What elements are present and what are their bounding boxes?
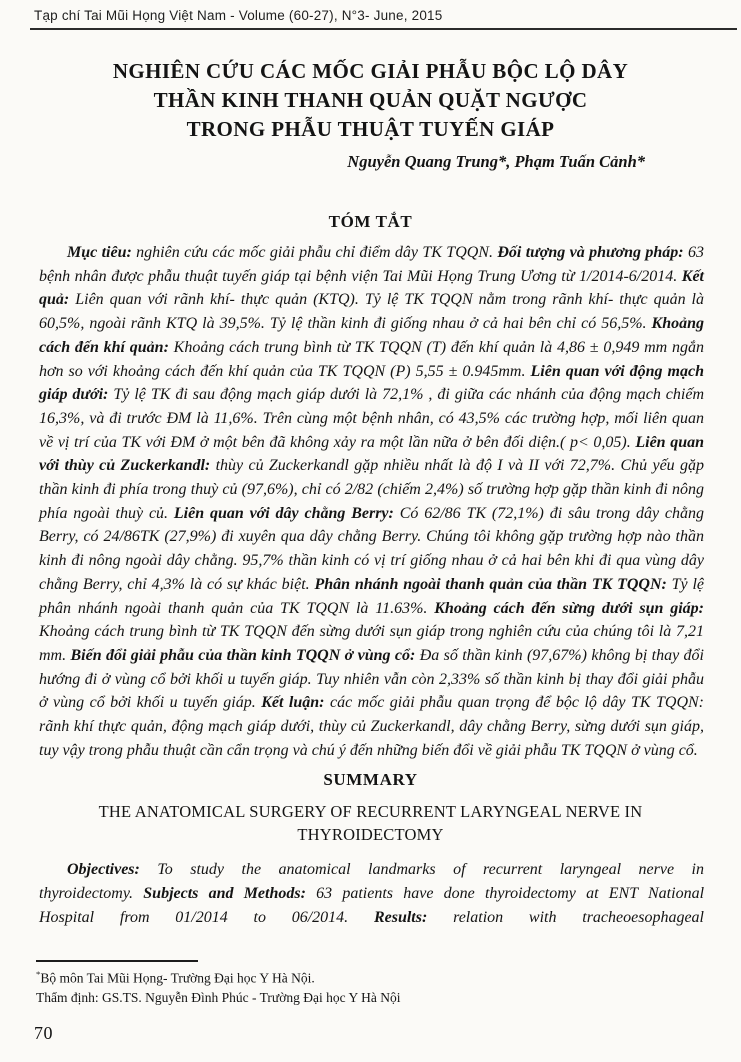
article-title-line-3: TRONG PHẪU THUẬT TUYẾN GIÁP <box>186 117 555 141</box>
lead-in-bold: Liên quan với dây chằng Berry: <box>173 504 394 522</box>
summary-paragraph <box>39 858 704 929</box>
article-title-line-1: NGHIÊN CỨU CÁC MỐC GIẢI PHẪU BỘC LỘ DÂY <box>112 59 629 83</box>
summary-heading: SUMMARY <box>323 770 418 790</box>
text-run: relation with tracheoesophageal <box>427 908 704 926</box>
text-run: 63 bệnh nhân được phẫu thuật tuyến giáp tại bệnh viện Tai Mũi Họng Trung Ương từ 1/2014-6/2014. <box>39 244 704 285</box>
text-run: các mốc giải phẫu quan trọng để bộc lộ dây TK TQQN: rãnh khí thực quản, động mạch giáp dưới, thùy củ Zuckerkandl, dây chằng Berry, sừng dưới sụn giáp, tuy vậy trong phẫu thuật cần cẩn trọng và chú ý đến những biến đổi về giải phẫu TK TQQN ở vùng cổ. <box>39 694 705 759</box>
lead-in-bold: Đối tượng và phương pháp: <box>497 244 684 261</box>
text-run: Tỷ lệ TK đi sau động mạch giáp dưới là 72,1% , đi giữa các nhánh của động mạch chiếm 16,3%, và đi trước ĐM là 11,6%. Trên cùng một bệnh nhân, có 43,5% các trường hợp, mối liên quan về vị trí của TK với ĐM ở một bên đã không xảy ra một lần nữa ở bên đối diện.( p< 0,05). <box>39 386 705 451</box>
abstract-heading: TÓM TẮT <box>328 212 413 231</box>
summary-title <box>55 800 686 846</box>
lead-in-bold: Objectives: <box>67 861 140 879</box>
summary-title-line-2: THYROIDECTOMY <box>297 825 444 845</box>
article-title-line-2: THẦN KINH THANH QUẢN QUẶT NGƯỢC <box>153 88 588 112</box>
lead-in-bold: Mục tiêu: <box>67 244 132 261</box>
text-run: Tỷ lệ phân nhánh ngoài thanh quản của TK TQQN là 11.63%. <box>39 575 705 617</box>
footnote-marker: * <box>36 968 41 979</box>
text-run: To study the anatomical landmarks of recurrent laryngeal nerve in thyroidectomy. <box>39 861 704 903</box>
lead-in-bold: Khoảng cách đến khí quản: <box>39 315 704 356</box>
footnote-reviewer: Thẩm định: GS.TS. Nguyễn Đình Phúc - Trường Đại học Y Hà Nội <box>36 989 401 1005</box>
text-run: Liên quan với rãnh khí- thực quản (KTQ). Tỷ lệ TK TQQN nằm trong rãnh khí- thực quản là 60,5%, ngoài rãnh KTQ là 39,5%. Tỷ lệ thần kinh đi giống nhau ở cả hai bên chỉ có 56,5%. <box>39 291 704 333</box>
text-run: Khoảng cách trung bình từ TK TQQN (T) đến khí quản là 4,86 ± 0,949 mm ngắn hơn so với khoảng cách đến khí quản của TK TQQN (P) 5,55 ± 0.945mm. <box>39 338 704 380</box>
text-run: thùy củ Zuckerkandl gặp nhiều nhất là độ I và II với 72,7%. Chủ yếu gặp thần kinh đi phía trong thuỳ củ (97,6%), chỉ có 2/82 (chiếm 2,4%) số trường hợp gặp thần kinh đi nông phía ngoài thuỳ củ. <box>39 457 705 522</box>
lead-in-bold: Biến đổi giải phẫu của thần kinh TQQN ở vùng cổ: <box>70 646 416 664</box>
text-run: 63 patients have done thyroidectomy at ENT National Hospital from 01/2014 to 06/2014. <box>39 885 705 926</box>
text-run: nghiên cứu các mốc giải phẫu chỉ điểm dây TK TQQN. <box>131 244 498 261</box>
lead-in-bold: Results: <box>373 908 428 926</box>
article-title <box>40 57 701 144</box>
lead-in-bold: Khoảng cách đến sừng dưới sụn giáp: <box>434 599 704 617</box>
text-run: Có 62/86 TK (72,1%) đi sâu trong dây chằng Berry, có 24/86TK (27,9%) đi xuyên qua dây chằng Berry. Chúng tôi không gặp trường hợp nào thần kinh đi nông ngoài dây chằng. 95,7% thần kinh có vị trí giống nhau ở cả hai bên khi đi qua vùng dây chằng Berry, chỉ 4,3% là có sự khác biệt. <box>39 504 705 593</box>
footnote-affiliation <box>36 965 703 988</box>
text-run: Khoảng cách trung bình từ TK TQQN đến sừng dưới sụn giáp trong nghiên cứu của chúng tôi là 7,21 mm. <box>39 623 704 664</box>
footnote-affiliation-text: Bộ môn Tai Mũi Họng- Trường Đại học Y Hà Nội. <box>40 970 315 985</box>
footnote-divider <box>36 960 198 962</box>
lead-in-bold: Kết luận: <box>261 694 325 712</box>
journal-running-head <box>30 8 737 30</box>
page-number: 70 <box>34 1023 53 1043</box>
journal-header-text: Tạp chí Tai Mũi Họng Việt Nam - Volume (60-27), N°3- June, 2015 <box>34 8 443 23</box>
article-authors: Nguyễn Quang Trung*, Phạm Tuấn Cảnh* <box>347 152 645 171</box>
text-run: Đa số thần kinh (97,67%) không bị thay đổi hướng đi ở vùng cổ bởi khối u tuyến giáp. Tuy nhiên vẫn còn 2,33% số thần kinh bị thay đổi giải phẫu ở vùng cổ bởi khối u tuyến giáp. <box>39 646 704 712</box>
footnote-block <box>36 960 703 1008</box>
lead-in-bold: Subjects and Methods: <box>143 885 306 903</box>
lead-in-bold: Phân nhánh ngoài thanh quản của thần TK TQQN: <box>314 575 667 593</box>
lead-in-bold: Liên quan với thùy củ Zuckerkandl: <box>39 433 705 475</box>
lead-in-bold: Kết quả: <box>39 267 704 309</box>
abstract-paragraph <box>39 241 704 762</box>
summary-title-line-1: THE ANATOMICAL SURGERY OF RECURRENT LARYNGEAL NERVE IN <box>98 802 643 822</box>
lead-in-bold: Liên quan với động mạch giáp dưới: <box>39 362 704 404</box>
